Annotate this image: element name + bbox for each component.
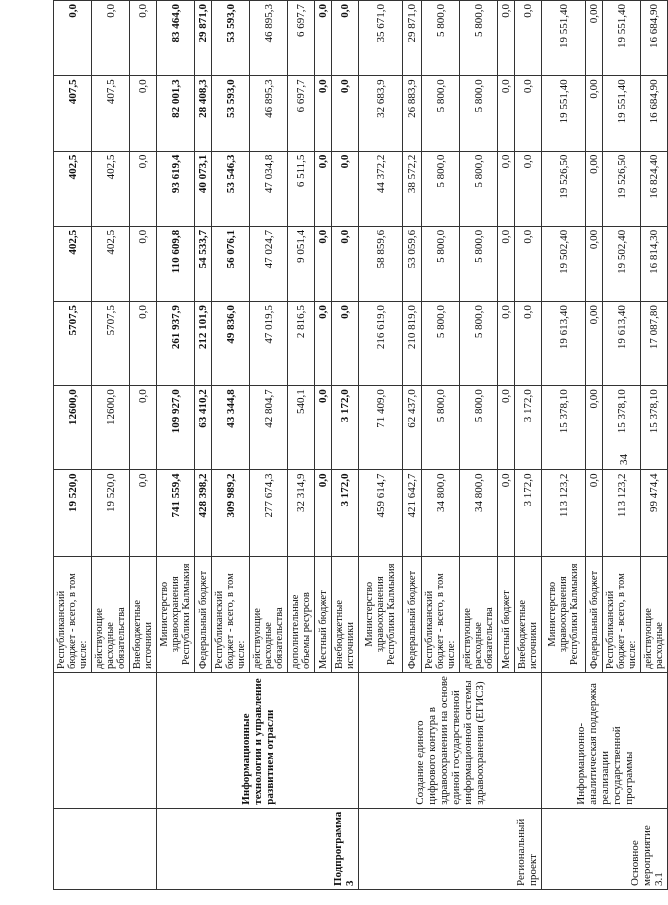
total-value-cell: 459 614,7: [359, 470, 403, 556]
year-value-cell: 19 613,40: [542, 302, 586, 386]
status-cell: Основное мероприятие 3.1: [542, 808, 668, 889]
year-value-cell: 0,0: [498, 76, 515, 151]
year-value-cell: 0,0: [130, 302, 157, 386]
year-value-cell: 407,5: [92, 76, 130, 151]
total-value-cell: 19 520,0: [54, 470, 92, 556]
year-value-cell: 2 816,5: [288, 302, 315, 386]
year-value-cell: 82 001,3: [157, 76, 195, 151]
year-value-cell: 0,00: [586, 1, 603, 76]
year-value-cell: 0,0: [315, 302, 332, 386]
year-value-cell: 43 344,8: [212, 386, 250, 470]
year-value-cell: 407,5: [54, 76, 92, 151]
status-cell: Подпрограмма 3: [157, 808, 359, 889]
year-value-cell: 47 024,7: [250, 226, 288, 301]
table-row: [54, 1, 92, 890]
year-value-cell: 9 051,4: [288, 226, 315, 301]
funding-source-cell: Республиканский бюджет - всего, в том числе:: [212, 556, 250, 672]
status-cell: Региональный проект: [359, 808, 542, 889]
funding-source-cell: действующие расходные: [641, 556, 668, 672]
program-name-cell: [54, 672, 157, 808]
funding-source-cell: Республиканский бюджет - всего, в том числе:: [54, 556, 92, 672]
funding-source-cell: Федеральный бюджет: [195, 556, 212, 672]
year-value-cell: 0,0: [515, 1, 542, 76]
year-value-cell: 47 019,5: [250, 302, 288, 386]
year-value-cell: 62 437,0: [403, 386, 422, 470]
year-value-cell: 93 619,4: [157, 151, 195, 226]
year-value-cell: 35 671,0: [359, 1, 403, 76]
year-value-cell: 402,5: [54, 226, 92, 301]
year-value-cell: 5 800,0: [460, 386, 498, 470]
year-value-cell: 19 526,50: [542, 151, 586, 226]
funding-source-cell: Местный бюджет: [315, 556, 332, 672]
year-value-cell: 46 895,3: [250, 1, 288, 76]
total-value-cell: 428 398,2: [195, 470, 212, 556]
funding-source-cell: Внебюджетные источники: [130, 556, 157, 672]
funding-source-cell: действующие расходные обязательства: [250, 556, 288, 672]
table-row: [157, 1, 195, 890]
year-value-cell: 0,0: [130, 151, 157, 226]
year-value-cell: 6 697,7: [288, 1, 315, 76]
year-value-cell: 0,0: [498, 386, 515, 470]
year-value-cell: 0,0: [498, 302, 515, 386]
year-value-cell: 5 800,0: [422, 151, 460, 226]
year-value-cell: 0,0: [515, 151, 542, 226]
year-value-cell: 0,0: [515, 76, 542, 151]
year-value-cell: 0,00: [586, 76, 603, 151]
year-value-cell: 0,0: [54, 1, 92, 76]
funding-source-cell: Республиканский бюджет - всего, в том числе:: [422, 556, 460, 672]
year-value-cell: 16 814,30: [641, 226, 668, 301]
year-value-cell: 5 800,0: [422, 226, 460, 301]
year-value-cell: 38 572,2: [403, 151, 422, 226]
year-value-cell: 6 697,7: [288, 76, 315, 151]
year-value-cell: 3 172,0: [332, 386, 359, 470]
year-value-cell: 3 172,0: [515, 386, 542, 470]
year-value-cell: 5 800,0: [460, 76, 498, 151]
year-value-cell: 0,0: [130, 386, 157, 470]
total-value-cell: 34 800,0: [422, 470, 460, 556]
year-value-cell: 5 800,0: [422, 76, 460, 151]
funding-source-cell: Республиканский бюджет - всего, в том числе:: [603, 556, 641, 672]
funding-source-cell: Внебюджетные источники: [332, 556, 359, 672]
year-value-cell: 5 800,0: [460, 226, 498, 301]
total-value-cell: 0,0: [586, 470, 603, 556]
year-value-cell: 0,0: [332, 302, 359, 386]
total-value-cell: 3 172,0: [332, 470, 359, 556]
year-value-cell: 0,0: [332, 76, 359, 151]
funding-source-cell: Федеральный бюджет: [403, 556, 422, 672]
total-value-cell: 113 123,2: [603, 470, 641, 556]
year-value-cell: 5 800,0: [422, 302, 460, 386]
total-value-cell: 421 642,7: [403, 470, 422, 556]
year-value-cell: 15 378,10: [542, 386, 586, 470]
year-value-cell: 26 883,9: [403, 76, 422, 151]
funding-source-cell: Министерство здравоохранения Республики Калмыкия: [542, 556, 586, 672]
funding-source-cell: Министерство здравоохранения Республики Калмыкия: [359, 556, 403, 672]
funding-source-cell: действующие расходные обязательства: [92, 556, 130, 672]
year-value-cell: 71 409,0: [359, 386, 403, 470]
year-value-cell: 5707,5: [54, 302, 92, 386]
year-value-cell: 12600,0: [54, 386, 92, 470]
table-row: [359, 1, 403, 890]
year-value-cell: 0,00: [586, 386, 603, 470]
total-value-cell: 113 123,2: [542, 470, 586, 556]
program-name-cell: Создание единого цифрового контура в здравоохранении на основе единой государственной информационной системы здравоохранения (ЕГИСЗ): [359, 672, 542, 808]
year-value-cell: 216 619,0: [359, 302, 403, 386]
year-value-cell: 19 551,40: [603, 1, 641, 76]
year-value-cell: 19 551,40: [542, 1, 586, 76]
year-value-cell: 0,00: [586, 302, 603, 386]
year-value-cell: 49 836,0: [212, 302, 250, 386]
total-value-cell: 0,0: [498, 470, 515, 556]
year-value-cell: 42 804,7: [250, 386, 288, 470]
year-value-cell: 0,0: [315, 151, 332, 226]
year-value-cell: 5 800,0: [422, 1, 460, 76]
total-value-cell: 0,0: [130, 470, 157, 556]
year-value-cell: 40 073,1: [195, 151, 212, 226]
total-value-cell: 34 800,0: [460, 470, 498, 556]
year-value-cell: 29 871,0: [195, 1, 212, 76]
year-value-cell: 16 824,40: [641, 151, 668, 226]
year-value-cell: 540,1: [288, 386, 315, 470]
year-value-cell: 0,00: [586, 151, 603, 226]
funding-source-cell: Внебюджетные источники: [515, 556, 542, 672]
year-value-cell: 29 871,0: [403, 1, 422, 76]
year-value-cell: 261 937,9: [157, 302, 195, 386]
year-value-cell: 58 859,6: [359, 226, 403, 301]
year-value-cell: 212 101,9: [195, 302, 212, 386]
year-value-cell: 19 613,40: [603, 302, 641, 386]
year-value-cell: 5 800,0: [460, 302, 498, 386]
year-value-cell: 210 819,0: [403, 302, 422, 386]
year-value-cell: 6 511,5: [288, 151, 315, 226]
year-value-cell: 0,0: [498, 151, 515, 226]
year-value-cell: 0,0: [130, 226, 157, 301]
year-value-cell: 0,00: [586, 226, 603, 301]
year-value-cell: 83 464,0: [157, 1, 195, 76]
year-value-cell: 0,0: [332, 151, 359, 226]
budget-table-body: [54, 1, 668, 890]
year-value-cell: 53 593,0: [212, 1, 250, 76]
year-value-cell: 28 408,3: [195, 76, 212, 151]
year-value-cell: 5707,5: [92, 302, 130, 386]
year-value-cell: 19 502,40: [542, 226, 586, 301]
year-value-cell: 19 526,50: [603, 151, 641, 226]
year-value-cell: 402,5: [54, 151, 92, 226]
year-value-cell: 53 593,0: [212, 76, 250, 151]
year-value-cell: 16 684,90: [641, 76, 668, 151]
total-value-cell: 19 520,0: [92, 470, 130, 556]
total-value-cell: 32 314,9: [288, 470, 315, 556]
funding-source-cell: Федеральный бюджет: [586, 556, 603, 672]
year-value-cell: 56 076,1: [212, 226, 250, 301]
year-value-cell: 15 378,10: [603, 386, 641, 470]
year-value-cell: 0,0: [315, 226, 332, 301]
year-value-cell: 47 034,8: [250, 151, 288, 226]
budget-table: [53, 0, 668, 890]
year-value-cell: 63 410,2: [195, 386, 212, 470]
year-value-cell: 16 684,90: [641, 1, 668, 76]
year-value-cell: 17 087,80: [641, 302, 668, 386]
funding-source-cell: дополнительные объемы ресурсов: [288, 556, 315, 672]
year-value-cell: 12600,0: [92, 386, 130, 470]
status-cell: [54, 808, 157, 889]
program-name-cell: Информационные технологии и управление развитием отрасли: [157, 672, 359, 808]
year-value-cell: 5 800,0: [460, 1, 498, 76]
year-value-cell: 46 895,3: [250, 76, 288, 151]
funding-source-cell: Министерство здравоохранения Республики Калмыкия: [157, 556, 195, 672]
page-number: 34: [618, 454, 630, 465]
year-value-cell: 0,0: [315, 1, 332, 76]
year-value-cell: 0,0: [315, 76, 332, 151]
year-value-cell: 402,5: [92, 226, 130, 301]
total-value-cell: 741 559,4: [157, 470, 195, 556]
funding-source-cell: Местный бюджет: [498, 556, 515, 672]
year-value-cell: 15 378,10: [641, 386, 668, 470]
total-value-cell: 99 474,4: [641, 470, 668, 556]
total-value-cell: 309 989,2: [212, 470, 250, 556]
year-value-cell: 0,0: [332, 226, 359, 301]
year-value-cell: 0,0: [315, 386, 332, 470]
year-value-cell: 53 059,6: [403, 226, 422, 301]
total-value-cell: 3 172,0: [515, 470, 542, 556]
year-value-cell: 0,0: [515, 302, 542, 386]
table-row: [542, 1, 586, 890]
year-value-cell: 5 800,0: [460, 151, 498, 226]
year-value-cell: 19 502,40: [603, 226, 641, 301]
funding-source-cell: действующие расходные обязательства: [460, 556, 498, 672]
year-value-cell: 0,0: [498, 226, 515, 301]
program-name-cell: Информационно-аналитическая поддержка реализации государственной программы: [542, 672, 668, 808]
year-value-cell: 402,5: [92, 151, 130, 226]
year-value-cell: 0,0: [332, 1, 359, 76]
year-value-cell: 5 800,0: [422, 386, 460, 470]
year-value-cell: 0,0: [498, 1, 515, 76]
year-value-cell: 0,0: [130, 1, 157, 76]
year-value-cell: 110 609,8: [157, 226, 195, 301]
year-value-cell: 44 372,2: [359, 151, 403, 226]
year-value-cell: 53 546,3: [212, 151, 250, 226]
year-value-cell: 19 551,40: [542, 76, 586, 151]
year-value-cell: 0,0: [130, 76, 157, 151]
year-value-cell: 19 551,40: [603, 76, 641, 151]
total-value-cell: 0,0: [315, 470, 332, 556]
year-value-cell: 0,0: [515, 226, 542, 301]
year-value-cell: 0,0: [92, 1, 130, 76]
year-value-cell: 32 683,9: [359, 76, 403, 151]
year-value-cell: 54 533,7: [195, 226, 212, 301]
total-value-cell: 277 674,3: [250, 470, 288, 556]
year-value-cell: 109 927,0: [157, 386, 195, 470]
